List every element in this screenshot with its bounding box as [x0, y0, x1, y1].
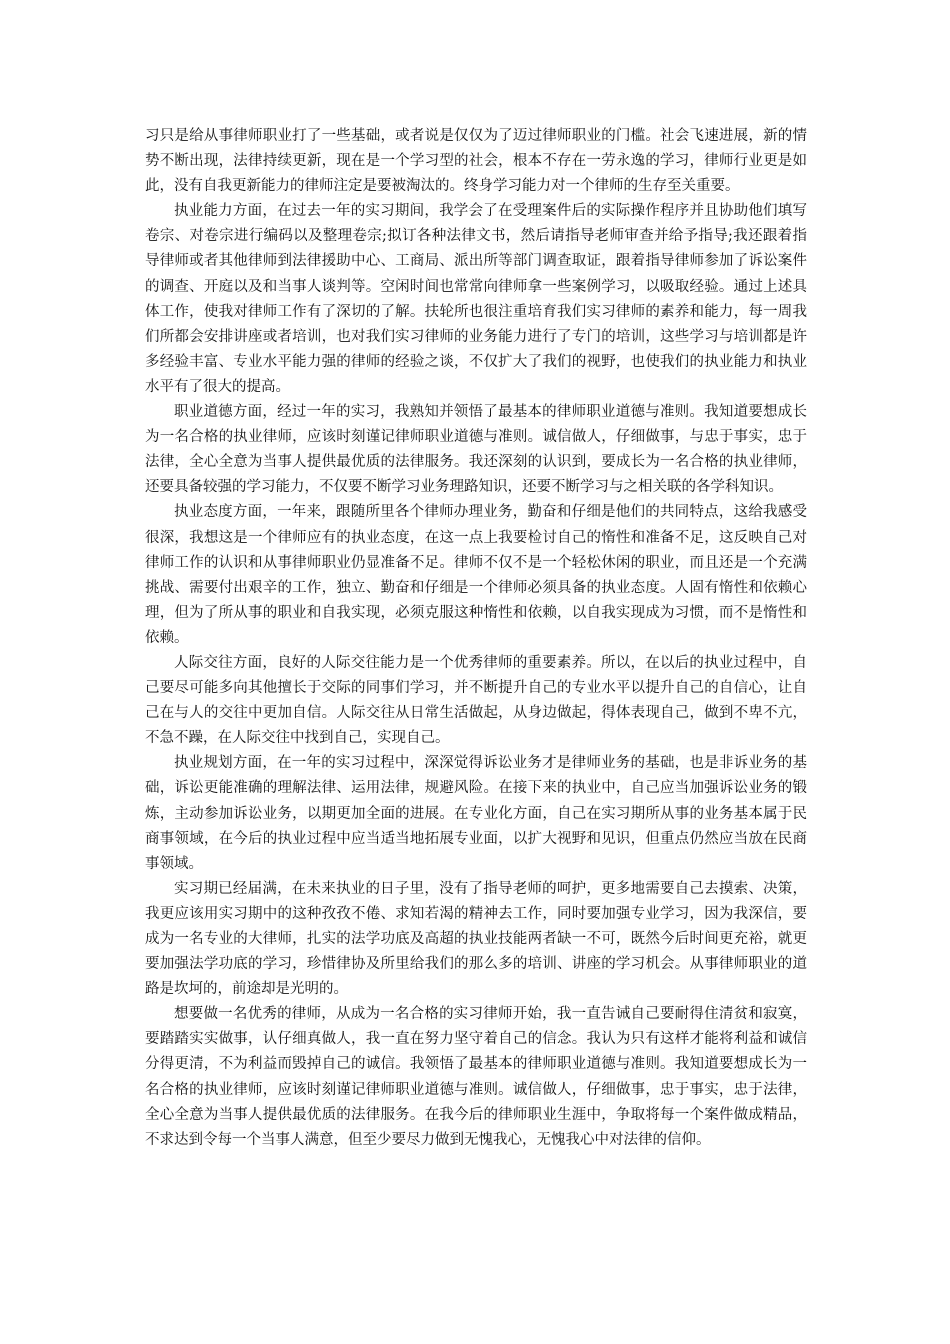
paragraph-practice-ability: 执业能力方面，在过去一年的实习期间，我学会了在受理案件后的实际操作程序并且协助他们填写卷宗、对卷宗进行编码以及整理卷宗;拟订各种法律文书，然后请指导老师审查并给予指导;我还跟着指导律师或者其他律师到法律援助中心、工商局、派出所等部门调查取证，跟着指导律师参加了诉讼案件的调查、开庭以及和当事人谈判等。空闲时间也常常向律师拿一些案例学习，以吸取经验。通过上述具体工作，使我对律师工作有了深切的了解。扶轮所也很注重培育我们实习律师的素养和能力，每一周我们所都会安排讲座或者培训，也对我们实习律师的业务能力进行了专门的培训，这些学习与培训都是许多经验丰富、专业水平能力强的律师的经验之谈，不仅扩大了我们的视野，也使我们的执业能力和执业水平有了很大的提高。	[145, 203, 807, 395]
document-body	[145, 124, 807, 1153]
paragraph-conclusion: 想要做一名优秀的律师，从成为一名合格的实习律师开始，我一直告诫自己要耐得住清贫和寂寞，要踏踏实实做事，认仔细真做人，我一直在努力坚守着自己的信念。我认为只有这样才能将利益和诚信分得更清，不为利益而毁掉自己的诚信。我领悟了最基本的律师职业道德与准则。我知道要想成长为一名合格的执业律师，应该时刻谨记律师职业道德与准则。诚信做人，仔细做事，忠于事实，忠于法律，全心全意为当事人提供最优质的法律服务。在我今后的律师职业生涯中，争取将每一个案件做成精品，不求达到令每一个当事人满意，但至少要尽力做到无愧我心，无愧我心中对法律的信仰。	[145, 1006, 807, 1148]
paragraph-interpersonal: 人际交往方面，良好的人际交往能力是一个优秀律师的重要素养。所以，在以后的执业过程中，自己要尽可能多向其他擅长于交际的同事们学习，并不断提升自己的专业水平以提升自己的自信心，让自己在与人的交往中更加自信。人际交往从日常生活做起，从身边做起，得体表现自己，做到不卑不亢，不急不躁，在人际交往中找到自己，实现自己。	[145, 654, 807, 747]
paragraph-internship-end: 实习期已经届满，在未来执业的日子里，没有了指导老师的呵护，更多地需要自己去摸索、决策，我更应该用实习期中的这种孜孜不倦、求知若渴的精神去工作，同时要加强专业学习，因为我深信，要成为一名专业的大律师，扎实的法学功底及高超的执业技能两者缺一不可，既然今后时间更充裕，就更要加强法学功底的学习，珍惜律协及所里给我们的那么多的培训、讲座的学习机会。从事律师职业的道路是坎坷的，前途却是光明的。	[145, 880, 807, 998]
paragraph-work-attitude: 执业态度方面，一年来，跟随所里各个律师办理业务，勤奋和仔细是他们的共同特点，这给我感受很深，我想这是一个律师应有的执业态度，在这一点上我要检讨自己的惰性和准备不足，这反映自己对律师工作的认识和从事律师职业仍显准备不足。律师不仅不是一个轻松休闲的职业，而且还是一个充满挑战、需要付出艰辛的工作，独立、勤奋和仔细是一个律师必须具备的执业态度。人固有惰性和依赖心理，但为了所从事的职业和自我实现，必须克服这种惰性和依赖，以自我实现成为习惯，而不是惰性和依赖。	[145, 504, 807, 646]
paragraph-career-plan: 执业规划方面，在一年的实习过程中，深深觉得诉讼业务才是律师业务的基础，也是非诉业务的基础，诉讼更能准确的理解法律、运用法律，规避风险。在接下来的执业中，自己应当加强诉讼业务的锻炼，主动参加诉讼业务，以期更加全面的进展。在专业化方面，自己在实习期所从事的业务基本属于民商事领域，在今后的执业过程中应当适当地拓展专业面，以扩大视野和见识，但重点仍然应当放在民商事领域。	[145, 755, 807, 872]
paragraph-professional-ethics: 职业道德方面，经过一年的实习，我熟知并领悟了最基本的律师职业道德与准则。我知道要想成长为一名合格的执业律师，应该时刻谨记律师职业道德与准则。诚信做人，仔细做事，与忠于事实，忠于法律，全心全意为当事人提供最优质的法律服务。我还深刻的认识到，要成长为一名合格的执业律师，还要具备较强的学习能力，不仅要不断学习业务理路知识，还要不断学习与之相关联的各学科知识。	[145, 404, 807, 496]
paragraph-continuation: 习只是给从事律师职业打了一些基础，或者说是仅仅为了迈过律师职业的门槛。社会飞速进展，新的情势不断出现，法律持续更新，现在是一个学习型的社会，根本不存在一劳永逸的学习，律师行业更是如此，没有自我更新能力的律师注定是要被淘汰的。终身学习能力对一个律师的生存至关重要。	[145, 128, 807, 195]
